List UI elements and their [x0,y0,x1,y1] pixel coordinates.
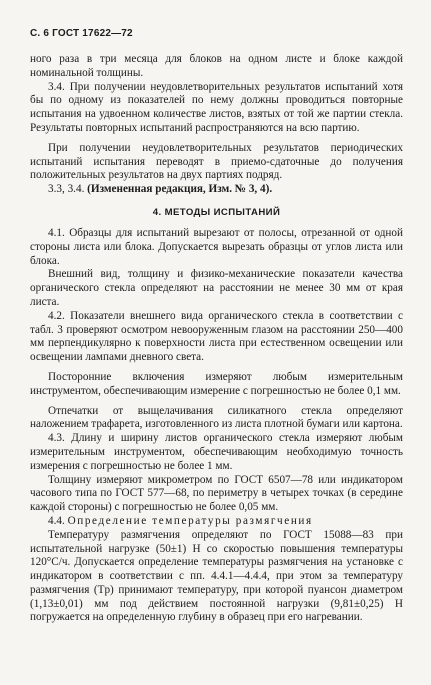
clause-4-4-number: 4.4. [48,514,65,527]
paragraph-continuation: ного раза в три месяца для блоков на одном листе и блоке каждой номинальной толщины. [30,53,403,79]
paragraph-4-1: 4.1. Образцы для испытаний вырезают от полосы, отрезанной от одной стороны листа или блока. Допускается вырезать образцы от углов листа или блока. [30,226,403,267]
paragraph-thickness: Толщину измеряют микрометром по ГОСТ 6507—78 или индикатором часового типа по ГОСТ 577—68, по периметру в четырех точках (в середине каждой стороны) с погрешностью не более 0,05 мм. [30,473,403,514]
edition-note-numbers: 3.3, 3.4. [48,183,85,196]
paragraph-4-4 [30,515,403,529]
paragraph-prints: Отпечатки от выщелачивания силикатного стекла определяют наложением трафарета, изготовленного из листа плотной бумаги или картона. [30,404,403,431]
paragraph-softening-temperature: Температуру размягчения определяют по ГОСТ 15088—83 при испытательной нагрузке (50±1) Н со скоростью повышения температуры 120°С/ч. Допускается определение температуры размягчения на установке с индикатором в соответствии с пп. 4.4.1—4.4.4, при этом за температуру размягчения (Tр) принимают температуру, при которой пуансон диаметром (1,13±0,01) мм под действием постоянной нагрузки (9,81±0,25) Н погружается на определенную глубину в образец при его нагревании. [30,528,403,624]
paragraph-foreign-inclusions: Посторонние включения измеряют любым измерительным инструментом, обеспечивающим измерение с погрешностью не более 0,1 мм. [30,370,403,397]
paragraph-4-3: 4.3. Длину и ширину листов органического стекла измеряют любым измерительным инструментом, обеспечивающим необходимую точность измерения с погрешностью не более 1 мм. [30,432,403,472]
paragraph-edition-note [30,183,403,197]
edition-note-text: (Измененная редакция, Изм. № 3, 4). [87,183,273,196]
paragraph-4-2: 4.2. Показатели внешнего вида органического стекла в соответствии с табл. 3 проверяют осмотром невооруженным глазом на расстоянии 250—400 мм перпендикулярно к поверхности листа при естественном освещении или освещении лампами дневного света. [30,309,403,364]
section-heading: 4. МЕТОДЫ ИСПЫТАНИЙ [152,206,281,218]
paragraph-visual-check: Внешний вид, толщину и физико-механические показатели качества органического стекла определяют на расстоянии не менее 30 мм от края листа. [30,268,403,308]
clause-4-4-title: Определение температуры размягчения [67,514,313,527]
page-body [30,53,403,625]
paragraph-periodic-tests: При получении неудовлетворительных результатов периодических испытаний испытания переводят в приемо-сдаточные до получения положительных результатов на двух партиях подряд. [30,141,403,182]
page-header: С. 6 ГОСТ 17622—72 [30,28,133,39]
paragraph-3-4: 3.4. При получении неудовлетворительных результатов испытаний хотя бы по одному из показателей по нему должны проводиться повторные испытания на удвоенном количестве листов, взятых от той же партии стекла. Результаты повторных испытаний распространяются на всю партию. [30,80,403,134]
